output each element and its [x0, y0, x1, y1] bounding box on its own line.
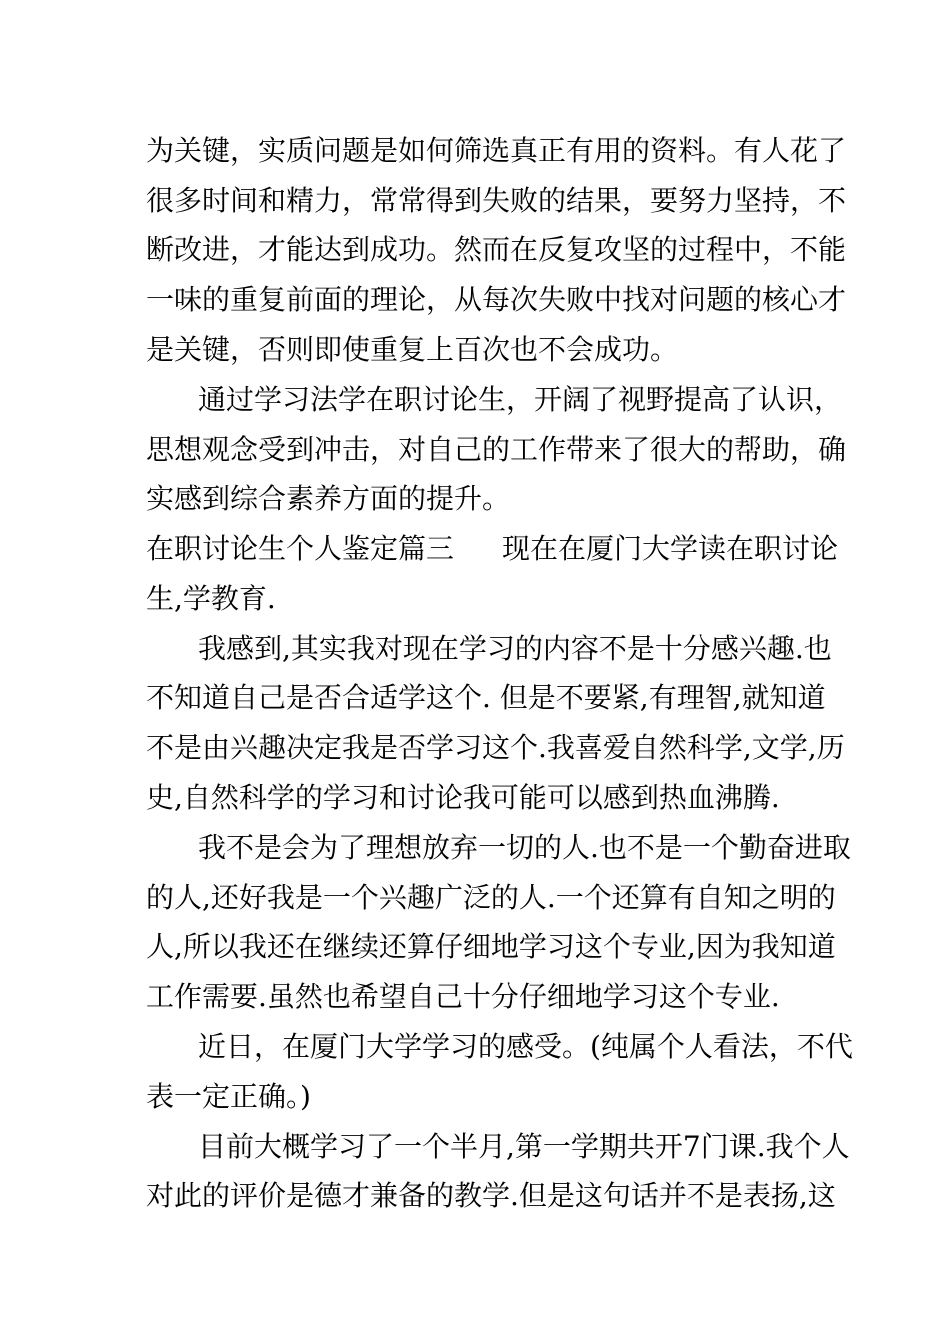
text-line: 通过学习法学在职讨论生，开阔了视野提高了认识，: [198, 383, 843, 416]
text-line: 现在在厦门大学读在职讨论: [502, 532, 839, 565]
text-line: 人,所以我还在继续还算仔细地学习这个专业,因为我知道: [146, 930, 836, 963]
text-line: 对此的评价是德才兼备的教学.但是这句话并不是表扬,这: [146, 1179, 836, 1212]
text-line: 断改进，才能达到成功。然而在反复攻坚的过程中，不能: [146, 233, 847, 266]
section-heading: 在职讨论生个人鉴定篇三: [146, 532, 455, 565]
text-line: 很多时间和精力，常常得到失败的结果，要努力坚持，不: [146, 184, 847, 217]
text-line: 生,学教育.: [146, 582, 276, 615]
text-line: 工作需要.虽然也希望自己十分仔细地学习这个专业.: [146, 980, 780, 1013]
text-line: 是关键，否则即使重复上百次也不会成功。: [146, 333, 679, 366]
text-line: 目前大概学习了一个半月,第一学期共开7门课.我个人: [198, 1130, 850, 1163]
text-line: 我感到,其实我对现在学习的内容不是十分感兴趣.也: [198, 632, 832, 665]
text-line: 不知道自己是否合适学这个. 但是不要紧,有理智,就知道: [146, 681, 826, 714]
text-line: 的人,还好我是一个兴趣广泛的人.一个还算有自知之明的: [146, 881, 836, 914]
text-line: 近日，在厦门大学学习的感受。(纯属个人看法，不代: [198, 1030, 853, 1063]
text-line: 思想观念受到冲击，对自己的工作带来了很大的帮助，确: [146, 433, 847, 466]
text-line: 表一定正确。): [146, 1080, 311, 1113]
text-line: 不是由兴趣决定我是否学习这个.我喜爱自然科学,文学,历: [146, 731, 845, 764]
text-line: 实感到综合素养方面的提升。: [146, 482, 511, 515]
text-line: 为关键，实质问题是如何筛选真正有用的资料。有人花了: [146, 134, 847, 167]
section-heading-line: [146, 529, 839, 569]
text-line: 史,自然科学的学习和讨论我可能可以感到热血沸腾.: [146, 781, 780, 814]
text-line: 一味的重复前面的理论，从每次失败中找对问题的核心才: [146, 283, 847, 316]
text-line: 我不是会为了理想放弃一切的人.也不是一个勤奋进取: [198, 831, 851, 864]
